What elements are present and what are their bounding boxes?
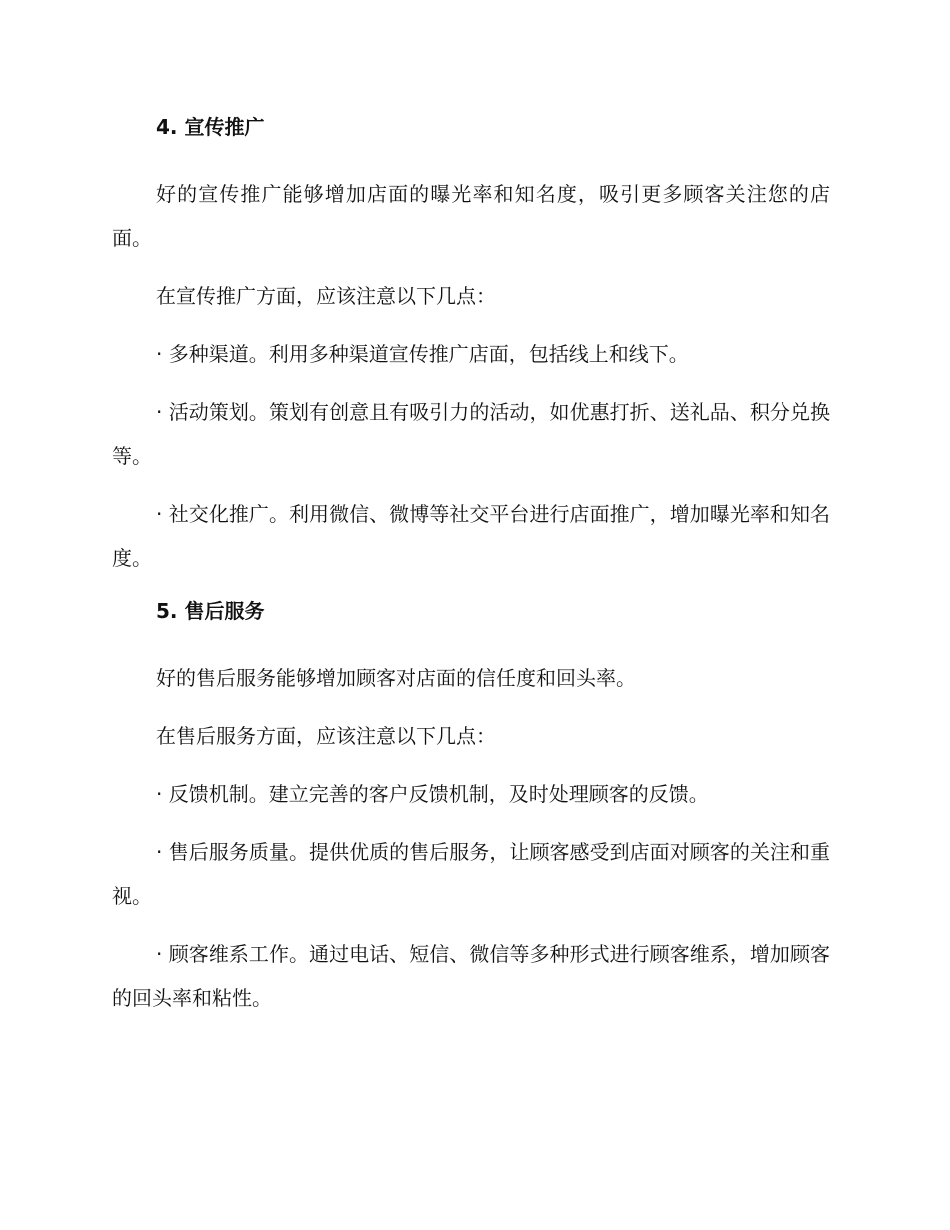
bullet-item-social: · 社交化推广。利用微信、微博等社交平台进行店面推广，增加曝光率和知名度。 — [112, 502, 830, 570]
bullet-item-channels: · 多种渠道。利用多种渠道宣传推广店面，包括线上和线下。 — [156, 342, 689, 366]
bullet-item-service-quality: · 售后服务质量。提供优质的售后服务，让顾客感受到店面对顾客的关注和重视。 — [112, 840, 830, 908]
document-body — [112, 110, 830, 1020]
paragraph-promotion-intro: 好的宣传推广能够增加店面的曝光率和知名度，吸引更多顾客关注您的店面。 — [112, 182, 830, 250]
paragraph-after-sales-lead: 在售后服务方面，应该注意以下几点： — [156, 724, 496, 748]
bullet-item-retention: · 顾客维系工作。通过电话、短信、微信等多种形式进行顾客维系，增加顾客的回头率和粘性。 — [112, 942, 830, 1010]
bullet-item-events: · 活动策划。策划有创意且有吸引力的活动，如优惠打折、送礼品、积分兑换等。 — [112, 400, 830, 468]
section-heading-promotion: 4. 宣传推广 — [156, 115, 265, 139]
paragraph-after-sales-intro: 好的售后服务能够增加顾客对店面的信任度和回头率。 — [156, 666, 636, 690]
bullet-item-feedback: · 反馈机制。建立完善的客户反馈机制，及时处理顾客的反馈。 — [156, 782, 709, 806]
section-heading-after-sales: 5. 售后服务 — [156, 599, 265, 623]
paragraph-promotion-lead: 在宣传推广方面，应该注意以下几点： — [156, 284, 496, 308]
